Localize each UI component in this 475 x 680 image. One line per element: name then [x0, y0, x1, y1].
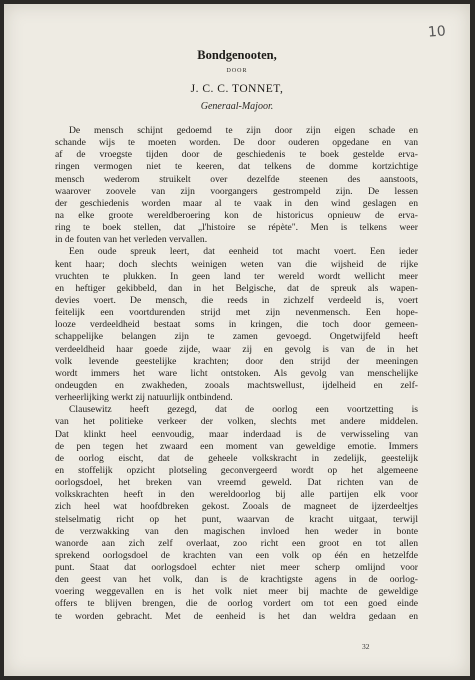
book-page	[4, 4, 470, 676]
text-line: sprekend oorlogsdoel de krachten van een volk op één en hetzelfde	[55, 549, 418, 561]
text-line: looze verdeeldheid bestaat soms in kringen, die toch door gemeen-	[55, 319, 418, 331]
text-line: punt. Staat dat oorlogsdoel echter niet meer scherp omlijnd voor	[55, 562, 418, 574]
text-line: schande wijs te moeten worden. De door ouderen opgedane en van	[55, 137, 418, 149]
text-line: De mensch schijnt gedoemd te zijn door zijn eigen schade en	[69, 125, 418, 136]
author-name: J. C. C. TONNET,	[190, 83, 284, 95]
text-line: verheerlijking werkt zij natuurlijk ontbindend.	[55, 392, 233, 404]
text-line: zich heel wat hoofdbreken gekost. Zooals de magneet de ijzerdeeltjes	[55, 501, 418, 513]
text-line: wordt immers het ware licht ontstoken. Als gevolg van menschelijke	[55, 367, 418, 379]
text-line: devies voert. De mensch, die reeds in zichzelf verdeeld is, voert	[55, 294, 418, 306]
text-line: stelselmatig richt op het punt, waarvan de kracht uitgaat, terwijl	[55, 513, 418, 525]
text-line: Een oude spreuk leert, dat eenheid tot macht voert. Een ieder	[69, 246, 418, 258]
text-line: volkskrachten heeft in den wereldoorlog bij alle partijen elk voor	[55, 489, 418, 501]
text-line: mensch wederom struikelt over dezelfde steenen des aanstoots,	[55, 173, 418, 185]
text-line: ring te boek stellen, dat „l'histoire se répète". Men is telkens weer	[55, 222, 418, 234]
text-line: oorlogsdoel, het breken van vreemd geweld. Dat richten van de	[55, 477, 418, 489]
text-line: af de vroegste tijden door de geschiedenis te boek gestelde erva-	[55, 149, 418, 161]
text-line: ondeugden en zwakheden, zooals machtswellust, ijdelheid en zelf-	[55, 379, 418, 391]
text-line: en heftiger gekibbeld, dan in het Belgische, dat de spreuk als wapen-	[55, 282, 418, 294]
text-line: Dat klinkt heel eenvoudig, maar inderdaad is de verwisseling van	[55, 428, 418, 440]
text-line: kent haar; doch slechts weinigen weten van die wijsheid de rijke	[55, 258, 418, 270]
text-line: offers te blijven brengen, die de oorlog vordert om tot een goed einde	[55, 598, 418, 610]
text-line: der geschiedenis worden maar al te vaak in den wind geslagen en	[55, 197, 418, 209]
text-line: schappelijke belangen zijn te zamen gevoegd. Ongetwijfeld heeft	[55, 331, 418, 343]
text-line: in de fouten van het verleden vervallen.	[55, 234, 208, 246]
text-line: volk levende geestelijke krachten; door den strijd der meeningen	[55, 355, 418, 367]
text-line: voering weggevallen en is het volk niet meer bij machte de geweldige	[55, 586, 418, 598]
article-title: Bondgenooten,	[197, 48, 277, 62]
text-line: ringen vermogen niet te keeren, dat telkens de domme kortzichtige	[55, 161, 418, 173]
text-line: feitelijk een voortdurenden strijd met zijn nevenmensch. Een hope-	[55, 307, 418, 319]
text-line: na elke groote wereldberoering kon de historicus opnieuw de erva-	[55, 209, 418, 221]
byline-door: DOOR	[226, 68, 248, 74]
text-line: te worden gebracht. Met de eenheid is het dan weldra gedaan en	[55, 610, 418, 622]
text-line: de oorlog eischt, dat de geheele volkskracht in zedelijk, geestelijk	[55, 452, 418, 464]
text-line: wanorde aan zich zelf overlaat, zoo richt een groot en tot allen	[55, 537, 418, 549]
page-number: 32	[362, 642, 370, 651]
text-line: de verzwakking van den magischen invloed hen weder in bonte	[55, 525, 418, 537]
text-line: verdeeldheid haar goede zijde, waar zij en gevolg is van de in het	[55, 343, 418, 355]
body-text	[55, 125, 418, 623]
text-line: en stoffelijk opzicht plotseling geconvergeerd wordt op het algemeene	[55, 464, 418, 476]
text-line: Clausewitz heeft gezegd, dat de oorlog een voortzetting is	[69, 404, 418, 416]
text-line: vruchten te plukken. In geen land ter wereld wordt wellicht meer	[55, 270, 418, 282]
text-line: de pen tegen het zwaard een moment van geweldige emotie. Immers	[55, 440, 418, 452]
text-line: den geest van het volk, dan is de krachtigste agens in de oorlog-	[55, 574, 418, 586]
author-rank: Generaal-Majoor.	[200, 101, 274, 112]
text-line: waarover zoovele van zijn voorgangers gestrompeld zijn. De lessen	[55, 185, 418, 197]
handwritten-folio-mark: 10	[427, 23, 447, 41]
text-line: van het politieke verkeer der volken, slechts met andere middelen.	[55, 416, 418, 428]
